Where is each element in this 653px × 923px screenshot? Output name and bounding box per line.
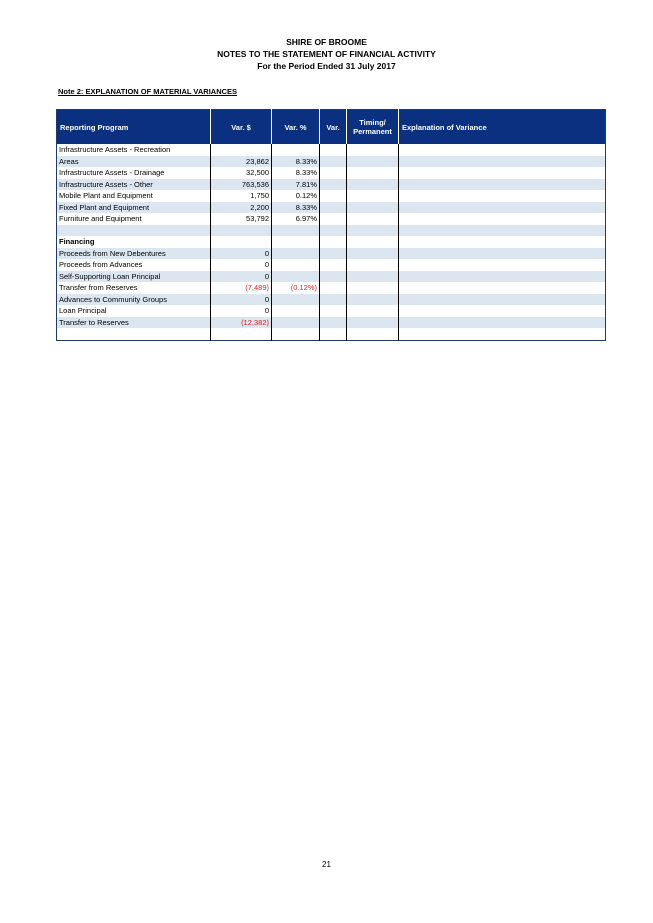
var-percent-cell: (0.12%) — [272, 282, 320, 294]
table-row — [57, 167, 606, 179]
var-dollar-cell — [211, 144, 272, 156]
var-percent-cell — [272, 225, 320, 237]
var-cell — [320, 225, 347, 237]
var-cell — [320, 328, 347, 340]
report-statement-title: NOTES TO THE STATEMENT OF FINANCIAL ACTIVITY — [217, 49, 436, 59]
var-cell — [320, 213, 347, 225]
var-percent-cell — [272, 248, 320, 260]
program-cell: Infrastructure Assets - Other — [57, 179, 211, 191]
program-cell: Infrastructure Assets - Recreation — [57, 144, 211, 156]
var-dollar-cell: 23,862 — [211, 156, 272, 168]
timing-cell — [347, 248, 399, 260]
var-cell — [320, 144, 347, 156]
program-cell: Areas — [57, 156, 211, 168]
var-cell — [320, 282, 347, 294]
explanation-cell — [399, 236, 606, 248]
timing-cell — [347, 190, 399, 202]
header-reporting-program: Reporting Program — [57, 110, 211, 145]
explanation-cell — [399, 305, 606, 317]
timing-cell — [347, 225, 399, 237]
var-dollar-cell — [211, 236, 272, 248]
var-dollar-cell: 53,792 — [211, 213, 272, 225]
page-number: 21 — [322, 860, 331, 869]
var-cell — [320, 167, 347, 179]
table-row — [57, 305, 606, 317]
header-explanation: Explanation of Variance — [399, 110, 606, 145]
table-row — [57, 259, 606, 271]
var-cell — [320, 248, 347, 260]
timing-cell — [347, 144, 399, 156]
var-percent-cell — [272, 328, 320, 340]
var-dollar-cell: 0 — [211, 271, 272, 283]
variance-table — [56, 109, 606, 341]
header-var-dollar: Var. $ — [211, 110, 272, 145]
program-cell: Infrastructure Assets - Drainage — [57, 167, 211, 179]
program-cell: Furniture and Equipment — [57, 213, 211, 225]
timing-cell — [347, 259, 399, 271]
timing-cell — [347, 317, 399, 329]
var-cell — [320, 259, 347, 271]
explanation-cell — [399, 282, 606, 294]
header-var: Var. — [320, 110, 347, 145]
var-cell — [320, 202, 347, 214]
program-cell: Fixed Plant and Equipment — [57, 202, 211, 214]
table-row — [57, 248, 606, 260]
var-cell — [320, 317, 347, 329]
timing-cell — [347, 271, 399, 283]
var-dollar-cell: 2,200 — [211, 202, 272, 214]
program-cell: Loan Principal — [57, 305, 211, 317]
explanation-cell — [399, 271, 606, 283]
var-dollar-cell: 0 — [211, 248, 272, 260]
explanation-cell — [399, 167, 606, 179]
program-cell: Financing — [57, 236, 211, 248]
explanation-cell — [399, 259, 606, 271]
explanation-cell — [399, 248, 606, 260]
var-cell — [320, 179, 347, 191]
var-cell — [320, 190, 347, 202]
table-row — [57, 144, 606, 156]
var-percent-cell — [272, 294, 320, 306]
timing-cell — [347, 213, 399, 225]
timing-cell — [347, 236, 399, 248]
table-row — [57, 190, 606, 202]
program-cell: Proceeds from New Debentures — [57, 248, 211, 260]
timing-cell — [347, 328, 399, 340]
timing-cell — [347, 179, 399, 191]
table-row — [57, 282, 606, 294]
table-header-row — [57, 110, 606, 145]
explanation-cell — [399, 317, 606, 329]
var-dollar-cell: 763,536 — [211, 179, 272, 191]
timing-cell — [347, 156, 399, 168]
var-dollar-cell: 0 — [211, 259, 272, 271]
table-row — [57, 317, 606, 329]
var-percent-cell — [272, 317, 320, 329]
header-var-percent: Var. % — [272, 110, 320, 145]
timing-cell — [347, 202, 399, 214]
header-timing-line2: Permanent — [353, 127, 392, 136]
var-percent-cell: 6.97% — [272, 213, 320, 225]
program-cell — [57, 328, 211, 340]
var-dollar-cell: 0 — [211, 305, 272, 317]
program-cell: Transfer to Reserves — [57, 317, 211, 329]
var-cell — [320, 156, 347, 168]
table-row — [57, 271, 606, 283]
explanation-cell — [399, 202, 606, 214]
table-row — [57, 225, 606, 237]
timing-cell — [347, 167, 399, 179]
program-cell: Advances to Community Groups — [57, 294, 211, 306]
report-period: For the Period Ended 31 July 2017 — [257, 61, 396, 71]
var-dollar-cell: 0 — [211, 294, 272, 306]
program-cell: Proceeds from Advances — [57, 259, 211, 271]
var-percent-cell — [272, 305, 320, 317]
explanation-cell — [399, 225, 606, 237]
var-dollar-cell: (7,489) — [211, 282, 272, 294]
explanation-cell — [399, 144, 606, 156]
table-row — [57, 328, 606, 340]
explanation-cell — [399, 328, 606, 340]
var-cell — [320, 294, 347, 306]
var-percent-cell: 8.33% — [272, 167, 320, 179]
var-cell — [320, 305, 347, 317]
table-row — [57, 213, 606, 225]
var-dollar-cell — [211, 225, 272, 237]
timing-cell — [347, 294, 399, 306]
var-percent-cell: 8.33% — [272, 156, 320, 168]
program-cell: Self-Supporting Loan Principal — [57, 271, 211, 283]
var-dollar-cell: 32,500 — [211, 167, 272, 179]
var-dollar-cell: (12,382) — [211, 317, 272, 329]
var-dollar-cell: 1,750 — [211, 190, 272, 202]
var-percent-cell — [272, 144, 320, 156]
header-timing-line1: Timing/ — [359, 118, 386, 127]
var-percent-cell: 8.33% — [272, 202, 320, 214]
var-cell — [320, 236, 347, 248]
var-dollar-cell — [211, 328, 272, 340]
table-row — [57, 156, 606, 168]
table-row — [57, 202, 606, 214]
header-timing-permanent — [347, 110, 399, 145]
note-title: Note 2: EXPLANATION OF MATERIAL VARIANCES — [58, 87, 238, 96]
report-org-title: SHIRE OF BROOME — [286, 37, 367, 47]
var-percent-cell: 7.81% — [272, 179, 320, 191]
explanation-cell — [399, 156, 606, 168]
var-percent-cell — [272, 271, 320, 283]
timing-cell — [347, 282, 399, 294]
var-cell — [320, 271, 347, 283]
explanation-cell — [399, 190, 606, 202]
var-percent-cell: 0.12% — [272, 190, 320, 202]
var-percent-cell — [272, 259, 320, 271]
explanation-cell — [399, 294, 606, 306]
program-cell: Mobile Plant and Equipment — [57, 190, 211, 202]
table-row — [57, 236, 606, 248]
explanation-cell — [399, 213, 606, 225]
timing-cell — [347, 305, 399, 317]
table-row — [57, 179, 606, 191]
var-percent-cell — [272, 236, 320, 248]
program-cell — [57, 225, 211, 237]
explanation-cell — [399, 179, 606, 191]
table-row — [57, 294, 606, 306]
program-cell: Transfer from Reserves — [57, 282, 211, 294]
